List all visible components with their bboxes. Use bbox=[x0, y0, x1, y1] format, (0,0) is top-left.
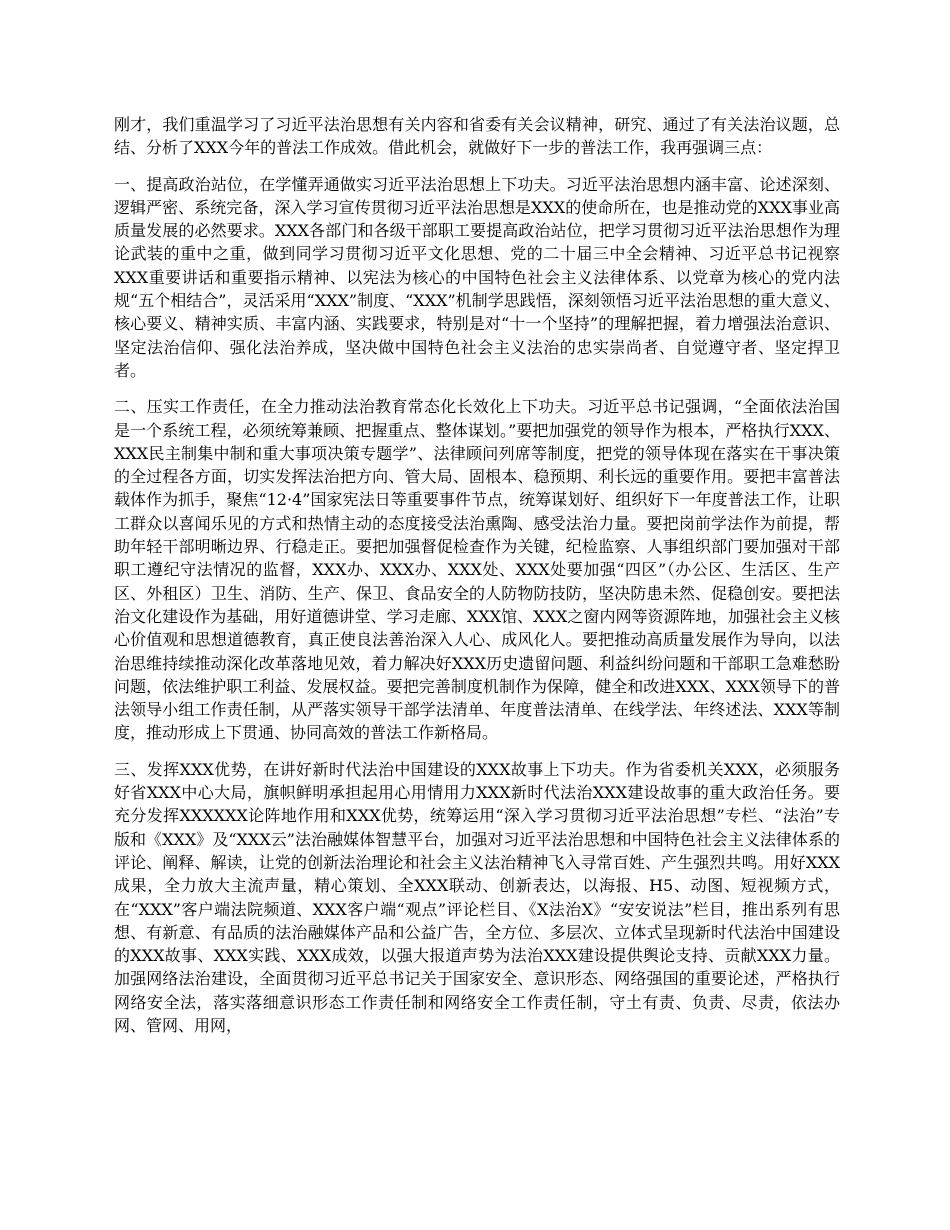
paragraph-point-two: 二、压实工作责任，在全力推动法治教育常态化长效化上下功夫。习近平总书记强调，“全面依法治国是一个系统工程，必须统筹兼顾、把握重点、整体谋划。”要把加强党的领导作为根本，严格执行XXX、XXX民主制集中制和重大事项决策专题学”、法律顾问列席等制度，把党的领导体现在落实在干事决策的全过程各方面，切实发挥法治把方向、管大局、固根本、稳预期、利长远的重要作用。要把丰富普法载体作为抓手，聚焦“12·4”国家宪法日等重要事件节点，统筹谋划好、组织好下一年度普法工作，让职工群众以喜闻乐见的方式和热情主动的态度接受法治熏陶、感受法治力量。要把岗前学法作为前提，帮助年轻干部明晰边界、行稳走正。要把加强督促检查作为关键，纪检监察、人事组织部门要加强对干部职工遵纪守法情况的监督，XXX办、XXX办、XXX处、XXX处要加强“四区”（办公区、生活区、生产区、外租区）卫生、消防、生产、保卫、食品安全的人防物防技防，坚决防患未然、促稳创安。要把法治文化建设作为基础，用好道德讲堂、学习走廊、XXX馆、XXX之窗内网等资源阵地，加强社会主义核心价值观和思想道德教育，真正使良法善治深入人心、成风化人。要把推动高质量发展作为导向，以法治思维持续推动深化改革落地见效，着力解决好XXX历史遗留问题、利益纠纷问题和干部职工急难愁盼问题，依法维护职工利益、发展权益。要把完善制度机制作为保障，健全和改进XXX、XXX领导下的普法领导小组工作责任制，从严落实领导干部学法清单、年度普法清单、在线学法、年终述法、XXX等制度，推动形成上下贯通、协同高效的普法工作新格局。 bbox=[114, 397, 840, 743]
paragraph-intro: 刚才，我们重温学习了习近平法治思想有关内容和省委有关会议精神，研究、通过了有关法治议题，总结、分析了XXX今年的普法工作成效。借此机会，就做好下一步的普法工作，我再强调三点： bbox=[114, 115, 840, 158]
paragraph-point-one: 一、提高政治站位，在学懂弄通做实习近平法治思想上下功夫。习近平法治思想内涵丰富、论述深刻、逻辑严密、系统完备，深入学习宣传贯彻习近平法治思想是XXX的使命所在，也是推动党的XXX事业高质量发展的必然要求。XXX各部门和各级干部职工要提高政治站位，把学习贯彻习近平法治思想作为理论武装的重中之重，做到同学习贯彻习近平文化思想、党的二十届三中全会精神、习近平总书记视察XXX重要讲话和重要指示精神、以宪法为核心的中国特色社会主义法律体系、以党章为核心的党内法规“五个相结合”，灵活采用“XXX”制度、“XXX”机制学思践悟，深刻领悟习近平法治思想的重大意义、核心要义、精神实质、丰富内涵、实践要求，特别是对“十一个坚持”的理解把握，着力增强法治意识、坚定法治信仰、强化法治养成，坚决做中国特色社会主义法治的忠实崇尚者、自觉遵守者、坚定捍卫者。 bbox=[114, 174, 840, 380]
document-body bbox=[114, 113, 840, 1050]
paragraph-point-three: 三、发挥XXX优势，在讲好新时代法治中国建设的XXX故事上下功夫。作为省委机关XXX，必须服务好省XXX中心大局，旗帜鲜明承担起用心用情用力XXX新时代法治XXX建设故事的重大政治任务。要充分发挥XXXXXX论阵地作用和XXX优势，统筹运用“深入学习贯彻习近平法治思想”专栏、“法治”专版和《XXX》及“XXX云”法治融媒体智慧平台，加强对习近平法治思想和中国特色社会主义法律体系的评论、阐释、解读，让党的创新法治理论和社会主义法治精神飞入寻常百姓、产生强烈共鸣。用好XXX成果，全力放大主流声量，精心策划、全XXX联动、创新表达，以海报、H5、动图、短视频方式，在“XXX”客户端法院频道、XXX客户端“观点”评论栏目、《X法治X》“安安说法”栏目，推出系列有思想、有新意、有品质的法治融媒体产品和公益广告，全方位、多层次、立体式呈现新时代法治中国建设的XXX故事、XXX实践、XXX成效，以强大报道声势为法治XXX建设提供舆论支持、贡献XXX力量。加强网络法治建设，全面贯彻习近平总书记关于国家安全、意识形态、网络强国的重要论述，严格执行网络安全法，落实落细意识形态工作责任制和网络安全工作责任制，守土有责、负责、尽责，依法办网、管网、用网， bbox=[114, 759, 840, 1035]
